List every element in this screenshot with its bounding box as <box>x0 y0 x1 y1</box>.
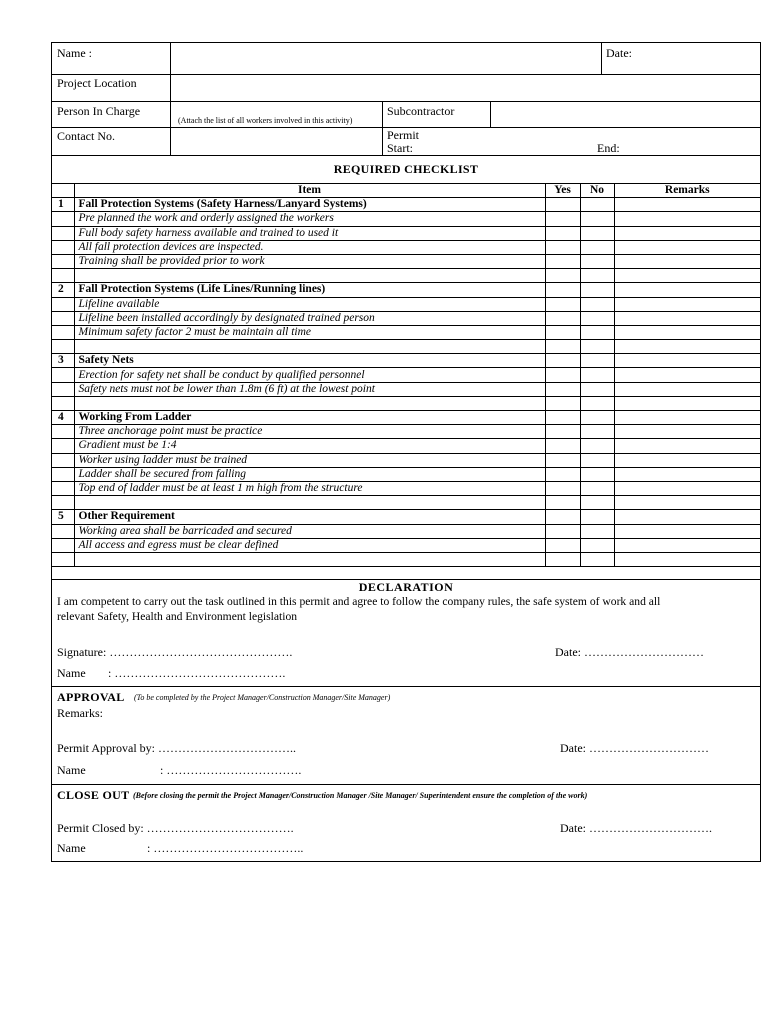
section-yes-cell <box>545 411 580 425</box>
checklist-item: Pre planned the work and orderly assigned the workers <box>74 212 545 226</box>
person-in-charge-label: Person In Charge <box>57 104 141 118</box>
checklist-item: All access and egress must be clear defined <box>74 538 545 552</box>
blank-no-cell[interactable] <box>580 269 614 283</box>
blank-no-cell[interactable] <box>580 552 614 566</box>
section-title: Other Requirement <box>74 510 545 524</box>
blank-no-cell[interactable] <box>580 340 614 354</box>
blank-yes-cell[interactable] <box>545 269 580 283</box>
divider <box>52 784 760 785</box>
yes-checkbox[interactable] <box>545 368 580 382</box>
contact-field[interactable] <box>172 128 381 154</box>
divider <box>52 686 760 687</box>
checklist-item: Full body safety harness available and trained to used it <box>74 226 545 240</box>
blank-number-cell <box>52 396 74 410</box>
section-row <box>52 283 760 297</box>
remarks-field[interactable] <box>614 254 760 268</box>
attach-note: (Attach the list of all workers involved in this activity) <box>178 116 353 125</box>
section-yes-cell <box>545 354 580 368</box>
divider <box>52 155 760 156</box>
remarks-field[interactable] <box>614 311 760 325</box>
subcontractor-label: Subcontractor <box>387 104 455 118</box>
item-number-cell <box>52 481 74 495</box>
checklist-item: Working area shall be barricaded and secured <box>74 524 545 538</box>
section-number: 1 <box>52 198 74 212</box>
blank-number-cell <box>52 496 74 510</box>
yes-checkbox[interactable] <box>545 240 580 254</box>
section-remarks-cell <box>614 411 760 425</box>
remarks-field[interactable] <box>614 467 760 481</box>
permit-form <box>51 42 761 862</box>
declaration-title: DECLARATION <box>358 580 454 594</box>
item-number-cell <box>52 297 74 311</box>
item-number-cell <box>52 538 74 552</box>
no-checkbox[interactable] <box>580 254 614 268</box>
remarks-field[interactable] <box>614 425 760 439</box>
checklist-item: Minimum safety factor 2 must be maintain all time <box>74 325 545 339</box>
project-location-field[interactable] <box>172 75 758 100</box>
item-number-cell <box>52 240 74 254</box>
checklist-item-row <box>52 439 760 453</box>
signature-field[interactable]: Signature: ………………………………………. <box>57 645 293 659</box>
blank-remarks-cell[interactable] <box>614 396 760 410</box>
remarks-field[interactable] <box>614 481 760 495</box>
divider <box>170 43 171 155</box>
declaration-name-label: Name <box>57 666 86 680</box>
no-checkbox[interactable] <box>580 425 614 439</box>
checklist-item-row <box>52 481 760 495</box>
checklist-item: Safety nets must not be lower than 1.8m (6 ft) at the lowest point <box>74 382 545 396</box>
section-no-cell <box>580 411 614 425</box>
remarks-field[interactable] <box>614 240 760 254</box>
remarks-field[interactable] <box>614 368 760 382</box>
checklist-table <box>52 183 760 567</box>
yes-checkbox[interactable] <box>545 382 580 396</box>
blank-number-cell <box>52 269 74 283</box>
item-number-cell <box>52 325 74 339</box>
checklist-item-row <box>52 311 760 325</box>
name-field[interactable] <box>172 44 600 73</box>
section-row <box>52 354 760 368</box>
blank-no-cell[interactable] <box>580 496 614 510</box>
checklist-item-row <box>52 453 760 467</box>
blank-yes-cell[interactable] <box>545 552 580 566</box>
blank-row <box>52 552 760 566</box>
declaration-date-field[interactable]: Date: ………………………… <box>555 645 704 659</box>
checklist-item-row <box>52 538 760 552</box>
blank-yes-cell[interactable] <box>545 396 580 410</box>
blank-row <box>52 269 760 283</box>
checklist-item: All fall protection devices are inspected. <box>74 240 545 254</box>
blank-item-cell[interactable] <box>74 552 545 566</box>
close-out-name-label: Name <box>57 841 86 855</box>
checklist-item-row <box>52 467 760 481</box>
date-field[interactable] <box>642 44 758 73</box>
checklist-item-row <box>52 254 760 268</box>
checklist-item-row <box>52 325 760 339</box>
section-row <box>52 198 760 212</box>
close-out-date-field[interactable]: Date: …………………………. <box>560 821 712 835</box>
item-number-cell <box>52 254 74 268</box>
yes-checkbox[interactable] <box>545 212 580 226</box>
approval-title: APPROVAL <box>57 690 125 704</box>
item-number-cell <box>52 467 74 481</box>
yes-checkbox[interactable] <box>545 453 580 467</box>
date-label: Date: <box>606 46 632 60</box>
remarks-field[interactable] <box>614 297 760 311</box>
checklist-title: REQUIRED CHECKLIST <box>333 162 479 176</box>
item-number-cell <box>52 368 74 382</box>
section-title: Fall Protection Systems (Life Lines/Running lines) <box>74 283 545 297</box>
checklist-item-row <box>52 212 760 226</box>
header-no: No <box>580 184 614 198</box>
section-number: 5 <box>52 510 74 524</box>
approval-name-label: Name <box>57 763 86 777</box>
no-checkbox[interactable] <box>580 439 614 453</box>
checklist-item: Erection for safety net shall be conduct by qualified personnel <box>74 368 545 382</box>
remarks-field[interactable] <box>614 226 760 240</box>
permit-start-label: Start: <box>387 141 413 155</box>
blank-remarks-cell[interactable] <box>614 552 760 566</box>
section-remarks-cell <box>614 198 760 212</box>
blank-number-cell <box>52 340 74 354</box>
header-remarks: Remarks <box>614 184 760 198</box>
header-yes: Yes <box>545 184 580 198</box>
no-checkbox[interactable] <box>580 382 614 396</box>
checklist-item: Training shall be provided prior to work <box>74 254 545 268</box>
divider <box>490 101 491 127</box>
close-out-title: CLOSE OUT <box>57 788 130 802</box>
blank-item-cell[interactable] <box>74 396 545 410</box>
item-number-cell <box>52 524 74 538</box>
yes-checkbox[interactable] <box>545 254 580 268</box>
section-row <box>52 510 760 524</box>
subcontractor-field[interactable] <box>492 102 758 126</box>
checklist-item-row <box>52 297 760 311</box>
remarks-field[interactable] <box>614 439 760 453</box>
no-checkbox[interactable] <box>580 481 614 495</box>
remarks-field[interactable] <box>614 382 760 396</box>
approval-date-field[interactable]: Date: ………………………… <box>560 741 709 755</box>
declaration-text-line1: I am competent to carry out the task outlined in this permit and agree to follow the company rules, the safe system of work and all <box>57 595 661 608</box>
section-number: 2 <box>52 283 74 297</box>
approval-remarks-label: Remarks: <box>57 706 103 720</box>
declaration-text-line2: relevant Safety, Health and Environment legislation <box>57 610 298 623</box>
remarks-field[interactable] <box>614 453 760 467</box>
section-yes-cell <box>545 198 580 212</box>
section-remarks-cell <box>614 283 760 297</box>
yes-checkbox[interactable] <box>545 226 580 240</box>
blank-remarks-cell[interactable] <box>614 269 760 283</box>
blank-yes-cell[interactable] <box>545 340 580 354</box>
header-item: Item <box>74 184 545 198</box>
checklist-item-row <box>52 368 760 382</box>
section-no-cell <box>580 198 614 212</box>
checklist-item: Worker using ladder must be trained <box>74 453 545 467</box>
divider <box>601 43 602 74</box>
item-number-cell <box>52 425 74 439</box>
item-number-cell <box>52 226 74 240</box>
yes-checkbox[interactable] <box>545 439 580 453</box>
checklist-item: Ladder shall be secured from falling <box>74 467 545 481</box>
section-title: Safety Nets <box>74 354 545 368</box>
checklist-item: Gradient must be 1:4 <box>74 439 545 453</box>
no-checkbox[interactable] <box>580 538 614 552</box>
blank-remarks-cell[interactable] <box>614 340 760 354</box>
no-checkbox[interactable] <box>580 453 614 467</box>
section-remarks-cell <box>614 510 760 524</box>
item-number-cell <box>52 439 74 453</box>
checklist-item-row <box>52 240 760 254</box>
blank-remarks-cell[interactable] <box>614 496 760 510</box>
section-no-cell <box>580 283 614 297</box>
blank-no-cell[interactable] <box>580 396 614 410</box>
remarks-field[interactable] <box>614 325 760 339</box>
checklist-item-row <box>52 226 760 240</box>
section-yes-cell <box>545 283 580 297</box>
checklist-item-row <box>52 425 760 439</box>
no-checkbox[interactable] <box>580 467 614 481</box>
blank-row <box>52 496 760 510</box>
yes-checkbox[interactable] <box>545 481 580 495</box>
approval-name-field[interactable]: : ……………………………. <box>160 763 302 777</box>
approval-by-field[interactable]: Permit Approval by: …………………………….. <box>57 741 296 755</box>
blank-item-cell[interactable] <box>74 340 545 354</box>
section-yes-cell <box>545 510 580 524</box>
header-number-cell <box>52 184 74 198</box>
no-checkbox[interactable] <box>580 524 614 538</box>
yes-checkbox[interactable] <box>545 297 580 311</box>
no-checkbox[interactable] <box>580 212 614 226</box>
section-remarks-cell <box>614 354 760 368</box>
blank-yes-cell[interactable] <box>545 496 580 510</box>
section-number: 4 <box>52 411 74 425</box>
item-number-cell <box>52 382 74 396</box>
yes-checkbox[interactable] <box>545 524 580 538</box>
yes-checkbox[interactable] <box>545 467 580 481</box>
blank-row <box>52 340 760 354</box>
section-no-cell <box>580 354 614 368</box>
approval-note: (To be completed by the Project Manager/Construction Manager/Site Manager) <box>134 693 391 702</box>
yes-checkbox[interactable] <box>545 538 580 552</box>
remarks-field[interactable] <box>614 538 760 552</box>
section-number: 3 <box>52 354 74 368</box>
no-checkbox[interactable] <box>580 297 614 311</box>
blank-number-cell <box>52 552 74 566</box>
checklist-item: Lifeline been installed accordingly by designated trained person <box>74 311 545 325</box>
item-number-cell <box>52 212 74 226</box>
section-row <box>52 411 760 425</box>
yes-checkbox[interactable] <box>545 311 580 325</box>
no-checkbox[interactable] <box>580 226 614 240</box>
yes-checkbox[interactable] <box>545 425 580 439</box>
no-checkbox[interactable] <box>580 325 614 339</box>
checklist-header-row <box>52 184 760 198</box>
checklist-item-row <box>52 382 760 396</box>
blank-row <box>52 396 760 410</box>
blank-item-cell[interactable] <box>74 496 545 510</box>
item-number-cell <box>52 311 74 325</box>
no-checkbox[interactable] <box>580 311 614 325</box>
section-title: Fall Protection Systems (Safety Harness/Lanyard Systems) <box>74 198 545 212</box>
item-number-cell <box>52 453 74 467</box>
name-label: Name : <box>57 46 92 60</box>
remarks-field[interactable] <box>614 524 760 538</box>
checklist-item: Three anchorage point must be practice <box>74 425 545 439</box>
section-no-cell <box>580 510 614 524</box>
section-title: Working From Ladder <box>74 411 545 425</box>
yes-checkbox[interactable] <box>545 325 580 339</box>
permit-label: Permit <box>387 128 419 142</box>
close-out-name-field[interactable]: : ……………………………….. <box>147 841 304 855</box>
no-checkbox[interactable] <box>580 240 614 254</box>
contact-label: Contact No. <box>57 129 115 143</box>
permit-end-label: End: <box>597 141 620 155</box>
closed-by-field[interactable]: Permit Closed by: ………………………………. <box>57 821 294 835</box>
no-checkbox[interactable] <box>580 368 614 382</box>
checklist-item: Top end of ladder must be at least 1 m high from the structure <box>74 481 545 495</box>
checklist-item: Lifeline available <box>74 297 545 311</box>
divider <box>382 101 383 155</box>
checklist-item-row <box>52 524 760 538</box>
remarks-field[interactable] <box>614 212 760 226</box>
declaration-name-field[interactable]: : ……………………………………. <box>108 666 286 680</box>
close-out-note: (Before closing the permit the Project Manager/Construction Manager /Site Manager/ Superintendent ensure the completion of the work) <box>133 791 588 800</box>
blank-item-cell[interactable] <box>74 269 545 283</box>
project-location-label: Project Location <box>57 76 137 90</box>
